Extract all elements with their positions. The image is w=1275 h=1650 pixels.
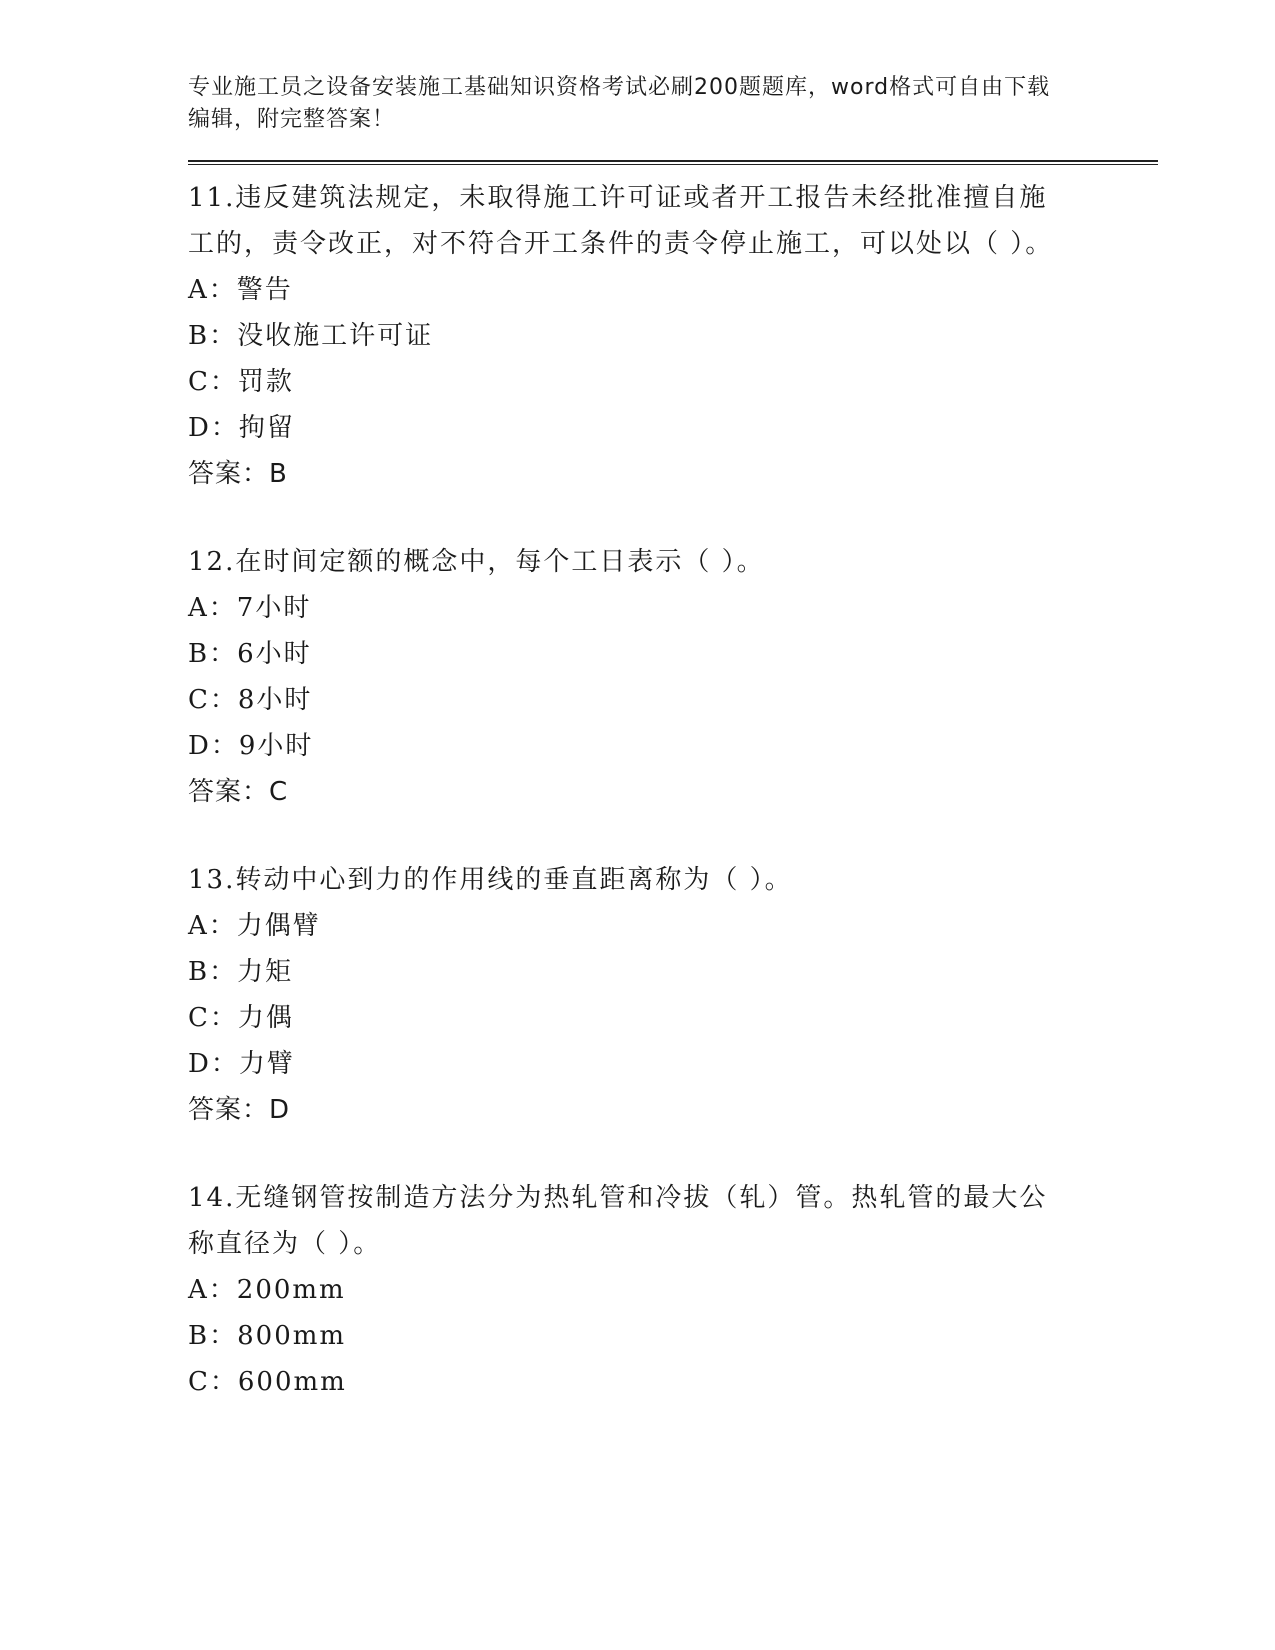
question-13 bbox=[188, 857, 1158, 1133]
option-d: D：9小时 bbox=[188, 731, 314, 761]
option-b: B：800mm bbox=[188, 1321, 347, 1351]
option-c: C：600mm bbox=[188, 1367, 347, 1397]
document-header: 专业施工员之设备安装施工基础知识资格考试必刷200题题库，word格式可自由下载编辑，附完整答案！ bbox=[188, 75, 1051, 132]
answer-line: 答案：D bbox=[188, 1095, 291, 1125]
option-b: B：没收施工许可证 bbox=[188, 321, 434, 351]
option-a: A：200mm bbox=[188, 1275, 346, 1305]
option-c: C：力偶 bbox=[188, 1003, 294, 1033]
question-12 bbox=[188, 539, 1158, 815]
question-stem: 11.违反建筑法规定，未取得施工许可证或者开工报告未经批准擅自施工的，责令改正，对不符合开工条件的责令停止施工，可以处以（ ）。 bbox=[188, 183, 1054, 259]
question-stem: 12.在时间定额的概念中，每个工日表示（ ）。 bbox=[188, 547, 765, 577]
option-c: C：8小时 bbox=[188, 685, 313, 715]
option-c: C：罚款 bbox=[188, 367, 294, 397]
question-14 bbox=[188, 1175, 1158, 1405]
option-a: A：力偶臂 bbox=[188, 911, 321, 941]
option-a: A：警告 bbox=[188, 275, 293, 305]
option-b: B：6小时 bbox=[188, 639, 312, 669]
header-divider bbox=[188, 160, 1158, 165]
question-stem: 14.无缝钢管按制造方法分为热轧管和冷拔（轧）管。热轧管的最大公称直径为（ ）。 bbox=[188, 1183, 1048, 1259]
option-b: B：力矩 bbox=[188, 957, 294, 987]
question-11 bbox=[188, 175, 1158, 497]
document-page bbox=[188, 72, 1158, 1405]
option-d: D：力臂 bbox=[188, 1049, 295, 1079]
answer-line: 答案：B bbox=[188, 459, 288, 489]
option-a: A：7小时 bbox=[188, 593, 312, 623]
option-d: D：拘留 bbox=[188, 413, 295, 443]
answer-line: 答案：C bbox=[188, 777, 289, 807]
question-stem: 13.转动中心到力的作用线的垂直距离称为（ ）。 bbox=[188, 865, 793, 895]
